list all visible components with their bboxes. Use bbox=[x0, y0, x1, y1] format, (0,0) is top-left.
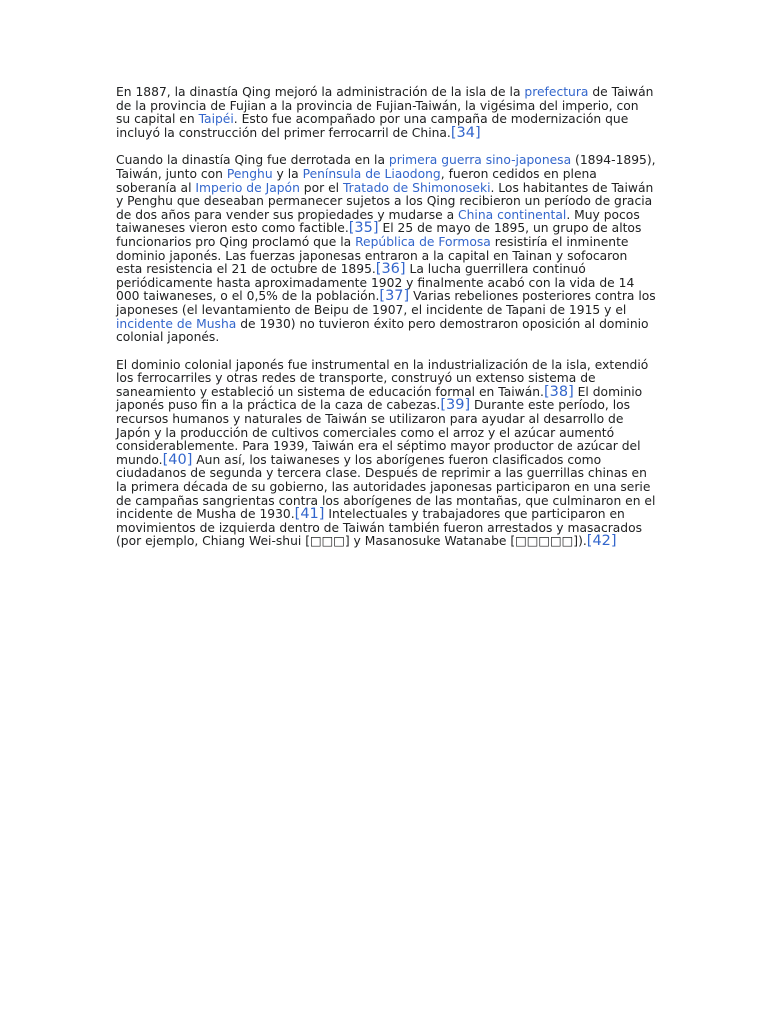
body-text: El 25 de mayo de 1895, un grupo de altos funcionarios pro Qing proclamó que la bbox=[116, 221, 642, 249]
body-text: . Esto fue acompañado por una campaña de modernización que incluyó la construcción del primer ferrocarril de China. bbox=[116, 112, 629, 140]
paragraph bbox=[116, 86, 656, 140]
wiki-link[interactable]: Península de Liaodong bbox=[302, 166, 441, 181]
body-text: (1894-1895), Taiwán, junto con bbox=[116, 153, 656, 181]
wiki-link[interactable]: Taipéi bbox=[198, 112, 234, 127]
body-text: de Taiwán de la provincia de Fujian a la provincia de Fujian-Taiwán, la vigésima del imperio, con su capital en bbox=[116, 85, 654, 127]
body-text: . Los habitantes de Taiwán y Penghu que deseaban permanecer sujetos a los Qing recibieron un período de gracia de dos años para vender sus propiedades y mudarse a bbox=[116, 180, 654, 222]
wiki-link[interactable]: República de Formosa bbox=[355, 234, 491, 249]
body-text: Cuando la dinastía Qing fue derrotada en la bbox=[116, 153, 389, 168]
body-text: Intelectuales y trabajadores que participaron en movimientos de izquierda dentro de Taiwán también fueron arrestados y masacrados (por ejemplo, Chiang Wei-shui [□□□] y Masanosuke Watanabe [□□□□□]). bbox=[116, 507, 643, 549]
paragraph bbox=[116, 359, 656, 549]
body-text: . Muy pocos taiwaneses vieron esto como factible. bbox=[116, 207, 640, 236]
citation-link[interactable]: [42] bbox=[586, 533, 617, 550]
citation-link[interactable]: [37] bbox=[379, 288, 410, 305]
citation-link[interactable]: [35] bbox=[348, 220, 379, 237]
wiki-link[interactable]: prefectura bbox=[524, 85, 589, 99]
citation-link[interactable]: [38] bbox=[543, 383, 574, 400]
body-text: Varias rebeliones posteriores contra los japoneses (el levantamiento de Beipu de 1907, el incidente de Tapani de 1915 y el bbox=[116, 289, 656, 317]
paragraph bbox=[116, 154, 656, 344]
body-text: de 1930) no tuvieron éxito pero demostraron oposición al dominio colonial japonés. bbox=[116, 316, 649, 345]
citation-link[interactable]: [40] bbox=[162, 451, 193, 468]
body-text: Durante este período, los recursos humanos y naturales de Taiwán se utilizaron para ayudar al desarrollo de Japón y la producción de cultivos comerciales como el arroz y el azúcar aumentó considerablemente. Para 1939, Taiwán era el séptimo mayor productor de azúcar del mundo. bbox=[116, 398, 641, 467]
body-text: El dominio japonés puso fin a la práctica de la caza de cabezas. bbox=[116, 384, 643, 413]
body-text: El dominio colonial japonés fue instrumental en la industrialización de la isla, extendió los ferrocarriles y otras redes de transporte, construyó un extenso sistema de saneamiento y estableció un sistema de educación formal en Taiwán. bbox=[116, 357, 649, 399]
body-text: La lucha guerrillera continuó periódicamente hasta aproximadamente 1902 y finalmente acabó con la vida de 14 000 taiwaneses, o el 0,5% de la población. bbox=[116, 262, 635, 304]
wiki-link[interactable]: China continental bbox=[458, 207, 567, 222]
citation-link[interactable]: [41] bbox=[294, 506, 325, 523]
wiki-link[interactable]: incidente de Musha bbox=[116, 316, 237, 331]
article-body bbox=[116, 86, 656, 563]
wiki-link[interactable]: primera guerra sino-japonesa bbox=[388, 153, 572, 168]
body-text: Aun así, los taiwaneses y los aborígenes fueron clasificados como ciudadanos de segunda y tercera clase. Después de reprimir a las guerrillas chinas en la primera década de su gobierno, las autoridades japonesas participaron en una serie de campañas sangrientas contra los aborígenes de las montañas, que culminaron en el incidente de Musha de 1930. bbox=[116, 452, 656, 522]
citation-link[interactable]: [34] bbox=[450, 124, 481, 141]
body-text: , fueron cedidos en plena soberanía al bbox=[116, 166, 597, 195]
wiki-link[interactable]: Imperio de Japón bbox=[195, 180, 300, 195]
wiki-link[interactable]: Penghu bbox=[226, 166, 273, 181]
body-text: y la bbox=[272, 166, 303, 181]
body-text: por el bbox=[299, 180, 343, 195]
citation-link[interactable]: [36] bbox=[375, 261, 406, 278]
body-text: resistiría el inminente dominio japonés. Las fuerzas japonesas entraron a la capital en Tainan y sofocaron esta resistencia el 21 de octubre de 1895. bbox=[116, 234, 629, 277]
body-text: En 1887, la dinastía Qing mejoró la administración de la isla de la bbox=[116, 85, 525, 99]
citation-link[interactable]: [39] bbox=[440, 397, 471, 414]
wiki-link[interactable]: Tratado de Shimonoseki bbox=[342, 180, 491, 195]
